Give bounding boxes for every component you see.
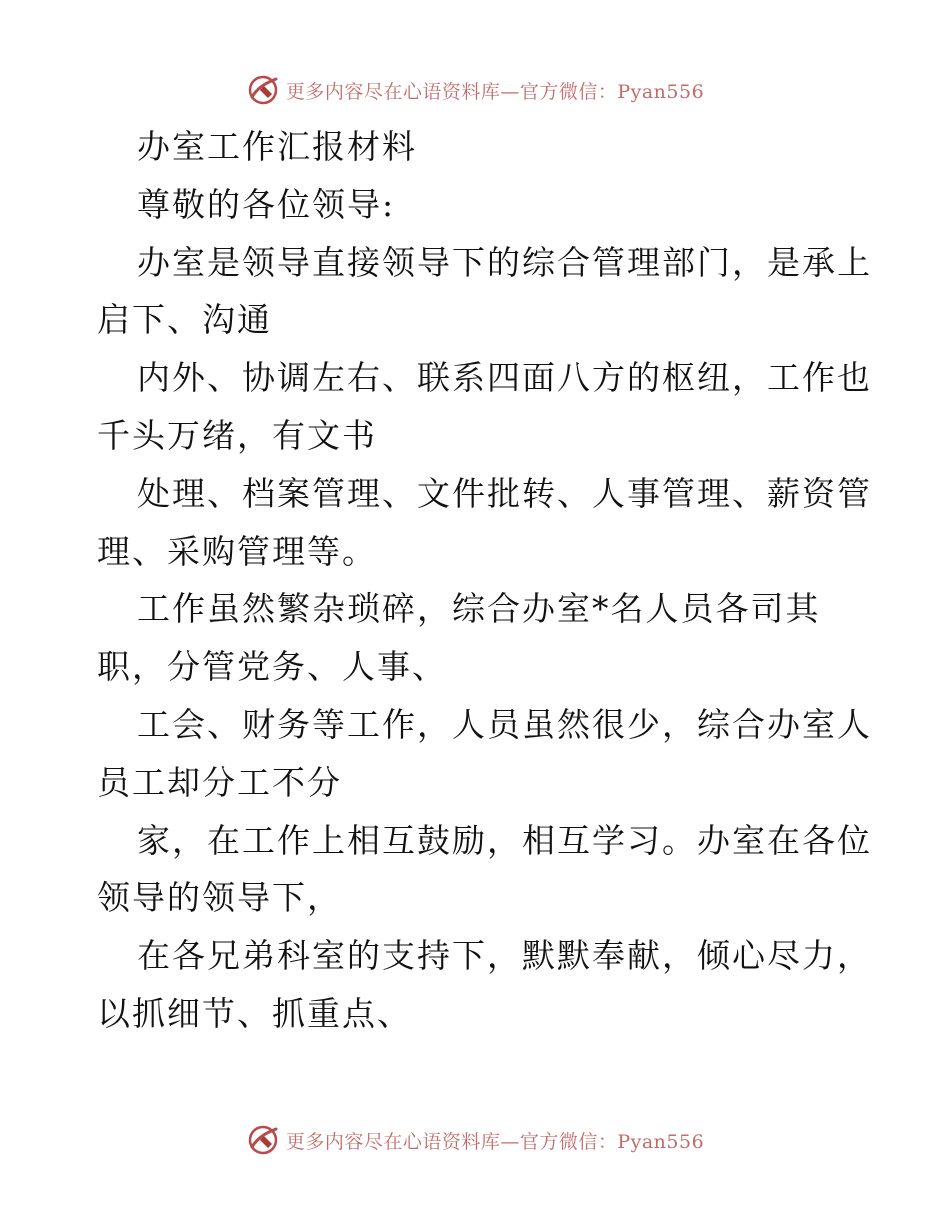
paragraph-line: 办室是领导直接领导下的综合管理部门，是承上	[137, 242, 872, 282]
paragraph-line: 工会、财务等工作，人员虽然很少，综合办室人	[137, 704, 872, 744]
paragraph-line: 领导的领导下，	[97, 878, 342, 918]
paragraph-line: 处理、档案管理、文件批转、人事管理、薪资管	[137, 473, 872, 513]
paragraph-line: 员工却分工不分	[97, 762, 342, 802]
header-watermark	[0, 70, 950, 110]
document-title: 办室工作汇报材料	[137, 127, 417, 166]
paragraph-line: 职，分管党务、人事、	[97, 647, 447, 687]
watermark-text: 更多内容尽在心语资料库—官方微信：Pyan556	[285, 1130, 705, 1153]
paragraph-line: 内外、协调左右、联系四面八方的枢纽，工作也	[137, 358, 872, 398]
pen-swirl-logo-icon	[246, 1123, 280, 1157]
paragraph-line: 千头万绪，有文书	[97, 415, 377, 455]
paragraph-line: 家，在工作上相互鼓励，相互学习。办室在各位	[137, 820, 872, 860]
footer-watermark	[0, 1120, 950, 1160]
paragraph-line: 工作虽然繁杂琐碎，综合办室*名人员各司其	[137, 589, 821, 629]
paragraph-line: 理、采购管理等。	[97, 531, 377, 571]
paragraph-line: 启下、沟通	[97, 300, 272, 340]
paragraph-line: 以抓细节、抓重点、	[97, 993, 412, 1033]
salutation: 尊敬的各位领导:	[137, 184, 396, 224]
watermark-text: 更多内容尽在心语资料库—官方微信：Pyan556	[285, 80, 705, 103]
paragraph-line: 在各兄弟科室的支持下，默默奉献，倾心尽力，	[137, 936, 872, 976]
pen-swirl-logo-icon	[246, 73, 280, 107]
document-body	[97, 118, 872, 1043]
